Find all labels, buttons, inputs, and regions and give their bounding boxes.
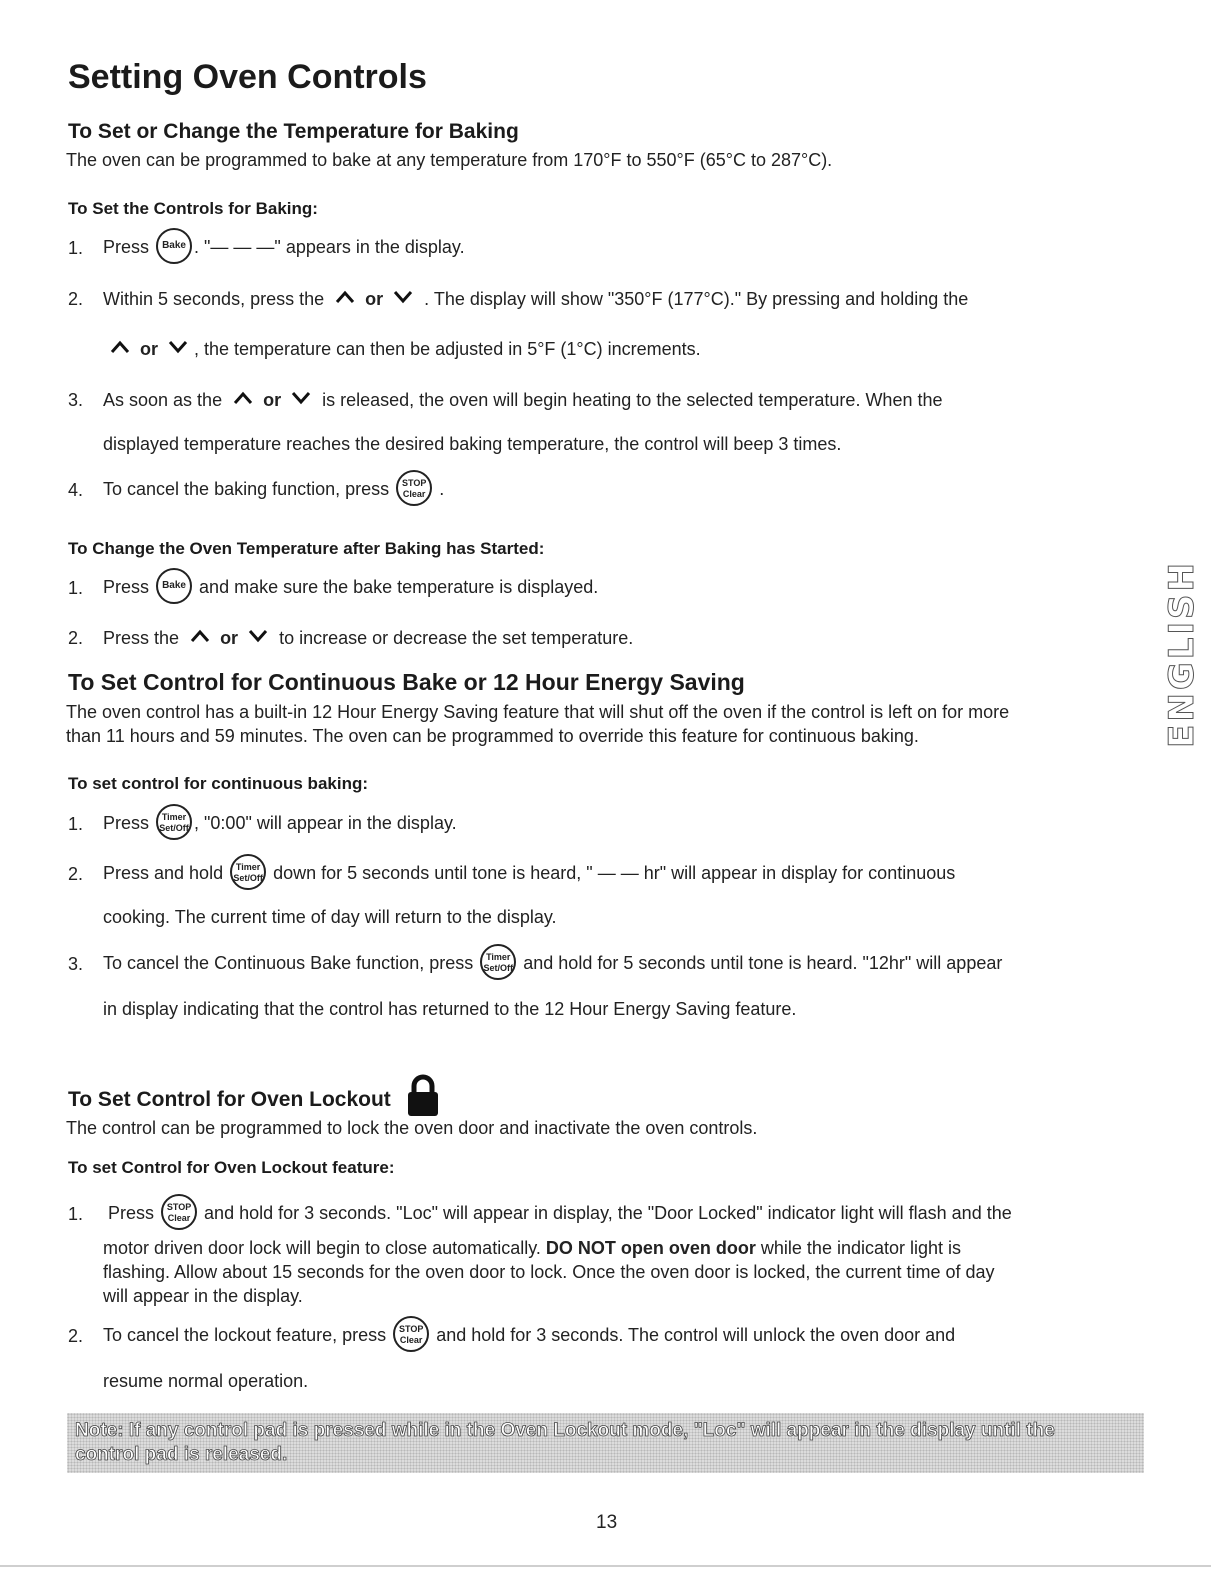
step-text-part: down for 5 seconds until tone is heard, " — — hr" will appear in display for continuous [273,863,956,883]
step-text [103,628,633,649]
button-label: Clear [399,1335,423,1346]
step-text-part: , "0:00" will appear in the display. [194,813,457,833]
page-title: Setting Oven Controls [68,58,427,96]
stop-clear-button-icon [396,470,432,506]
button-label: Set/Off [483,963,513,974]
subheading-change-temperature: To Change the Oven Temperature after Baking has Started: [68,539,545,558]
step-text-part: . [439,479,445,499]
step-text-part: and hold for 3 seconds. "Loc" will appear in display, the "Door Locked" indicator light will flash and the [204,1203,1012,1223]
button-label: Set/Off [233,873,263,884]
bottom-rule [0,1565,1211,1567]
section-heading-oven-lockout [68,1074,441,1118]
step-text [103,470,444,508]
step-text [103,854,955,892]
step-number: 2. [68,1326,84,1346]
or-word: or [140,339,158,359]
up-arrow-icon [110,340,130,354]
up-arrow-icon [233,391,253,405]
step-number: 2. [68,628,84,648]
down-arrow-icon [168,340,188,354]
up-arrow-icon [335,290,355,304]
step-number: 1. [68,238,84,258]
step-number: 1. [68,1204,84,1224]
subheading-set-controls-baking: To Set the Controls for Baking: [68,199,318,218]
step-text-part: To cancel the Continuous Bake function, press [103,953,474,973]
step-number: 3. [68,390,84,410]
step-text-part: is released, the oven will begin heating to the selected temperature. When the [322,390,943,410]
step-text-part: As soon as the [103,390,223,410]
button-label: Clear [167,1213,191,1224]
subheading-oven-lockout-feature: To set Control for Oven Lockout feature: [68,1158,395,1177]
language-side-label: ENGLISH [1162,560,1202,748]
or-word: or [365,289,384,309]
step-text-part: Press [103,577,150,597]
note-line: Note: If any control pad is pressed while in the Oven Lockout mode, "Loc" will appear in the display until the [75,1420,1055,1441]
section-heading-continuous-bake: To Set Control for Continuous Bake or 12 Hour Energy Saving [68,669,745,695]
step-text-part: while the indicator light is [760,1238,962,1258]
step-text [103,944,1002,982]
step-text-continued: will appear in the display. [103,1286,303,1306]
heading-text: To Set Control for Oven Lockout [68,1088,391,1111]
step-text-continued: flashing. Allow about 15 seconds for the oven door to lock. Once the oven door is locked, the current time of day [103,1262,995,1282]
step-text-part: Within 5 seconds, press the [103,289,325,309]
step-text-part: Press the [103,628,180,648]
step-text-part: . The display will show "350°F (177°C)." By pressing and holding the [424,289,969,309]
section-intro: The oven can be programmed to bake at any temperature from 170°F to 550°F (65°C to 287°C). [66,150,833,170]
step-number: 1. [68,814,84,834]
stop-clear-button-icon [161,1194,197,1230]
timer-setoff-button-icon [230,854,266,890]
bake-button-icon: Bake [156,568,192,604]
step-text [108,1194,1012,1232]
note-line: control pad is released. [75,1444,288,1465]
step-number: 2. [68,864,84,884]
step-text-part: Press [108,1203,155,1223]
step-text-continued: cooking. The current time of day will return to the display. [103,907,557,927]
step-text [103,804,457,842]
up-arrow-icon [190,629,210,643]
step-text [103,229,465,266]
button-label: Set/Off [159,823,189,834]
step-text [103,289,968,310]
button-label: Timer [161,812,187,823]
timer-setoff-button-icon [156,804,192,840]
step-text-part: , the temperature can then be adjusted in 5°F (1°C) increments. [194,339,701,359]
down-arrow-icon [393,290,413,304]
step-text-part: To cancel the lockout feature, press [103,1325,387,1345]
stop-clear-button-icon [393,1316,429,1352]
or-word: or [220,628,239,648]
button-label: Timer [235,862,261,873]
step-text-part: motor driven door lock will begin to close automatically. [103,1238,541,1258]
section-intro: The control can be programmed to lock the oven door and inactivate the oven controls. [66,1118,758,1138]
step-text-continued: resume normal operation. [103,1371,309,1391]
step-text [103,1316,955,1354]
button-label: STOP [166,1202,192,1213]
lock-icon [405,1074,441,1118]
note-box [67,1413,1144,1473]
step-text-part: Press [103,813,150,833]
timer-setoff-button-icon [480,944,516,980]
step-text-part: to increase or decrease the set temperature. [279,628,634,648]
step-text-continued: in display indicating that the control has returned to the 12 Hour Energy Saving feature. [103,999,797,1019]
step-text-part: Press [103,237,150,257]
step-number: 4. [68,480,84,500]
subheading-continuous-baking: To set control for continuous baking: [68,774,369,793]
step-text [103,568,598,606]
down-arrow-icon [248,629,268,643]
step-text-part: . "— — —" appears in the display. [194,237,465,257]
button-label: Timer [486,952,511,963]
step-text-continued: displayed temperature reaches the desired baking temperature, the control will beep 3 times. [103,434,842,454]
step-text-part: To cancel the baking function, press [103,479,390,499]
step-number: 1. [68,578,84,598]
step-text-part: and hold for 5 seconds until tone is heard. "12hr" will appear [523,953,1003,973]
warning-text: DO NOT open oven door [545,1238,756,1258]
step-text-part: Press and hold [103,863,224,883]
step-text-part: and hold for 3 seconds. The control will unlock the oven door and [436,1325,956,1345]
step-text-part: and make sure the bake temperature is displayed. [199,577,599,597]
button-label: STOP [402,478,427,489]
bake-button-icon: Bake [156,228,192,264]
down-arrow-icon [291,391,311,405]
step-number: 2. [68,289,84,309]
section-intro: than 11 hours and 59 minutes. The oven can be programmed to override this feature for continuous baking. [66,726,919,746]
section-intro: The oven control has a built-in 12 Hour Energy Saving feature that will shut off the oven if the control is left on for more [66,702,1010,722]
step-text [103,390,943,411]
section-heading-baking-temperature: To Set or Change the Temperature for Baking [68,120,519,143]
button-label: STOP [399,1324,424,1335]
page-number: 13 [596,1512,618,1533]
step-text-continued [110,339,701,360]
step-number: 3. [68,954,84,974]
step-text-continued [103,1238,961,1259]
button-label: Clear [402,489,426,500]
or-word: or [263,390,282,410]
